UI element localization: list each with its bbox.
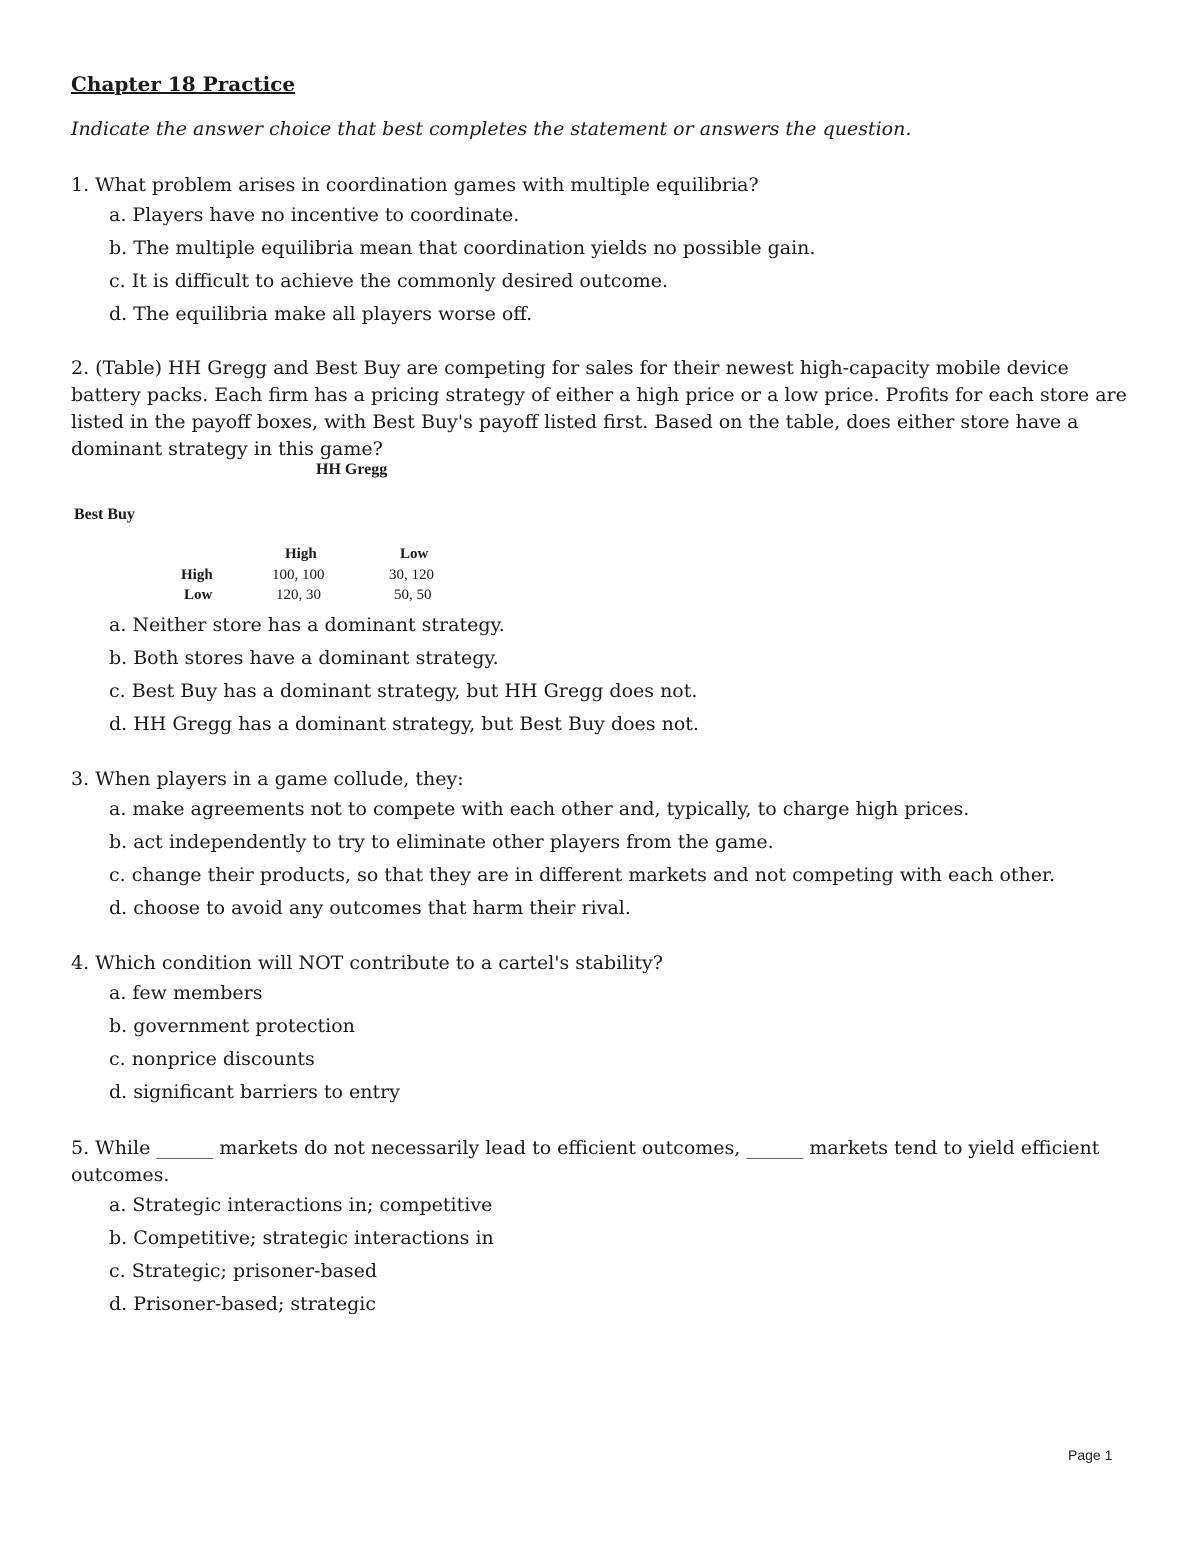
answer-choice-d[interactable] <box>71 1288 1131 1321</box>
payoff-cell-low-high: 120, 30 <box>276 587 321 603</box>
choice-letter: b. <box>109 1227 128 1249</box>
answer-choice-c[interactable] <box>71 1043 1131 1076</box>
column-player-label: HH Gregg <box>316 461 388 478</box>
answer-choices <box>71 977 1131 1109</box>
choice-text: nonprice discounts <box>131 1048 315 1070</box>
choice-letter: b. <box>109 831 128 853</box>
choice-letter: b. <box>109 647 128 669</box>
answer-choice-b[interactable] <box>71 1010 1131 1043</box>
question-3 <box>71 766 1131 925</box>
question-4 <box>71 950 1131 1109</box>
answer-choice-a[interactable] <box>71 793 1131 826</box>
answer-choices <box>71 793 1131 925</box>
payoff-cell-low-low: 50, 50 <box>394 587 432 603</box>
choice-text: Competitive; strategic interactions in <box>133 1227 494 1249</box>
choice-letter: d. <box>109 1293 128 1315</box>
choice-letter: a. <box>109 798 127 820</box>
question-1 <box>71 172 1131 331</box>
answer-choices <box>71 199 1131 331</box>
answer-choice-a[interactable] <box>71 1189 1131 1222</box>
choice-letter: b. <box>109 1015 128 1037</box>
row-header-low: Low <box>184 587 213 603</box>
column-header-low: Low <box>400 546 429 562</box>
answer-choice-c[interactable] <box>71 675 1131 708</box>
choice-text: Both stores have a dominant strategy. <box>133 647 499 669</box>
column-header-high: High <box>285 546 317 562</box>
payoff-table <box>71 458 491 608</box>
row-player-label: Best Buy <box>74 506 135 523</box>
question-stem: 1. What problem arises in coordination games with multiple equilibria? <box>71 174 759 196</box>
question-5 <box>71 1135 1131 1321</box>
answer-choice-c[interactable] <box>71 859 1131 892</box>
row-header-high: High <box>181 567 213 583</box>
choice-letter: d. <box>109 1081 128 1103</box>
choice-letter: d. <box>109 897 128 919</box>
answer-choice-a[interactable] <box>71 199 1131 232</box>
choice-letter: a. <box>109 204 127 226</box>
answer-choice-d[interactable] <box>71 892 1131 925</box>
choice-text: choose to avoid any outcomes that harm their rival. <box>133 897 631 919</box>
question-stem: 3. When players in a game collude, they: <box>71 768 464 790</box>
choice-text: Strategic interactions in; competitive <box>132 1194 493 1216</box>
answer-choice-b[interactable] <box>71 232 1131 265</box>
choice-text: make agreements not to compete with each other and, typically, to charge high prices. <box>132 798 970 820</box>
choice-text: Prisoner-based; strategic <box>133 1293 376 1315</box>
choice-text: Best Buy has a dominant strategy, but HH Gregg does not. <box>131 680 698 702</box>
choice-text: few members <box>132 982 263 1004</box>
answer-choice-d[interactable] <box>71 298 1131 331</box>
choice-letter: c. <box>109 1260 126 1282</box>
answer-choice-c[interactable] <box>71 1255 1131 1288</box>
choice-text: change their products, so that they are in different markets and not competing with each other. <box>131 864 1056 886</box>
choice-text: significant barriers to entry <box>133 1081 400 1103</box>
choice-text: It is difficult to achieve the commonly desired outcome. <box>131 270 669 292</box>
answer-choices <box>71 1189 1131 1321</box>
choice-text: The multiple equilibria mean that coordination yields no possible gain. <box>133 237 816 259</box>
question-2 <box>71 355 1131 463</box>
question-stem: 2. (Table) HH Gregg and Best Buy are competing for sales for their newest high-capacity mobile device battery packs. Each firm has a pricing strategy of either a high price or a low price. Profits for each store are listed in the payoff boxes, with Best Buy's payoff listed first. Based on the table, does either store have a dominant strategy in this game? <box>71 357 1127 460</box>
choice-letter: c. <box>109 270 126 292</box>
answer-choice-a[interactable] <box>71 977 1131 1010</box>
question-stem: 4. Which condition will NOT contribute to a cartel's stability? <box>71 952 663 974</box>
choice-letter: a. <box>109 614 127 636</box>
choice-letter: d. <box>109 713 128 735</box>
question-stem: 5. While ______ markets do not necessarily lead to efficient outcomes, ______ markets tend to yield efficient outcomes. <box>71 1137 1100 1186</box>
instructions: Indicate the answer choice that best completes the statement or answers the question. <box>71 118 912 140</box>
choice-letter: a. <box>109 982 127 1004</box>
choice-letter: a. <box>109 1194 127 1216</box>
payoff-cell-high-low: 30, 120 <box>389 567 434 583</box>
page-number: Page 1 <box>1068 1447 1113 1463</box>
answer-choice-b[interactable] <box>71 1222 1131 1255</box>
choice-text: The equilibria make all players worse off. <box>133 303 533 325</box>
choice-letter: c. <box>109 864 126 886</box>
page-title: Chapter 18 Practice <box>71 72 296 96</box>
answer-choice-c[interactable] <box>71 265 1131 298</box>
choice-letter: b. <box>109 237 128 259</box>
answer-choice-b[interactable] <box>71 826 1131 859</box>
payoff-cell-high-high: 100, 100 <box>272 567 325 583</box>
answer-choice-d[interactable] <box>71 708 1131 741</box>
question-2-choices <box>71 609 1131 741</box>
answer-choice-d[interactable] <box>71 1076 1131 1109</box>
choice-text: HH Gregg has a dominant strategy, but Best Buy does not. <box>133 713 699 735</box>
choice-letter: c. <box>109 680 126 702</box>
choice-text: government protection <box>133 1015 355 1037</box>
choice-text: Players have no incentive to coordinate. <box>132 204 520 226</box>
answer-choice-a[interactable] <box>71 609 1131 642</box>
choice-letter: d. <box>109 303 128 325</box>
choice-text: Strategic; prisoner-based <box>131 1260 378 1282</box>
choice-text: Neither store has a dominant strategy. <box>132 614 505 636</box>
answer-choices <box>71 609 1131 741</box>
answer-choice-b[interactable] <box>71 642 1131 675</box>
choice-text: act independently to try to eliminate other players from the game. <box>133 831 774 853</box>
choice-letter: c. <box>109 1048 126 1070</box>
